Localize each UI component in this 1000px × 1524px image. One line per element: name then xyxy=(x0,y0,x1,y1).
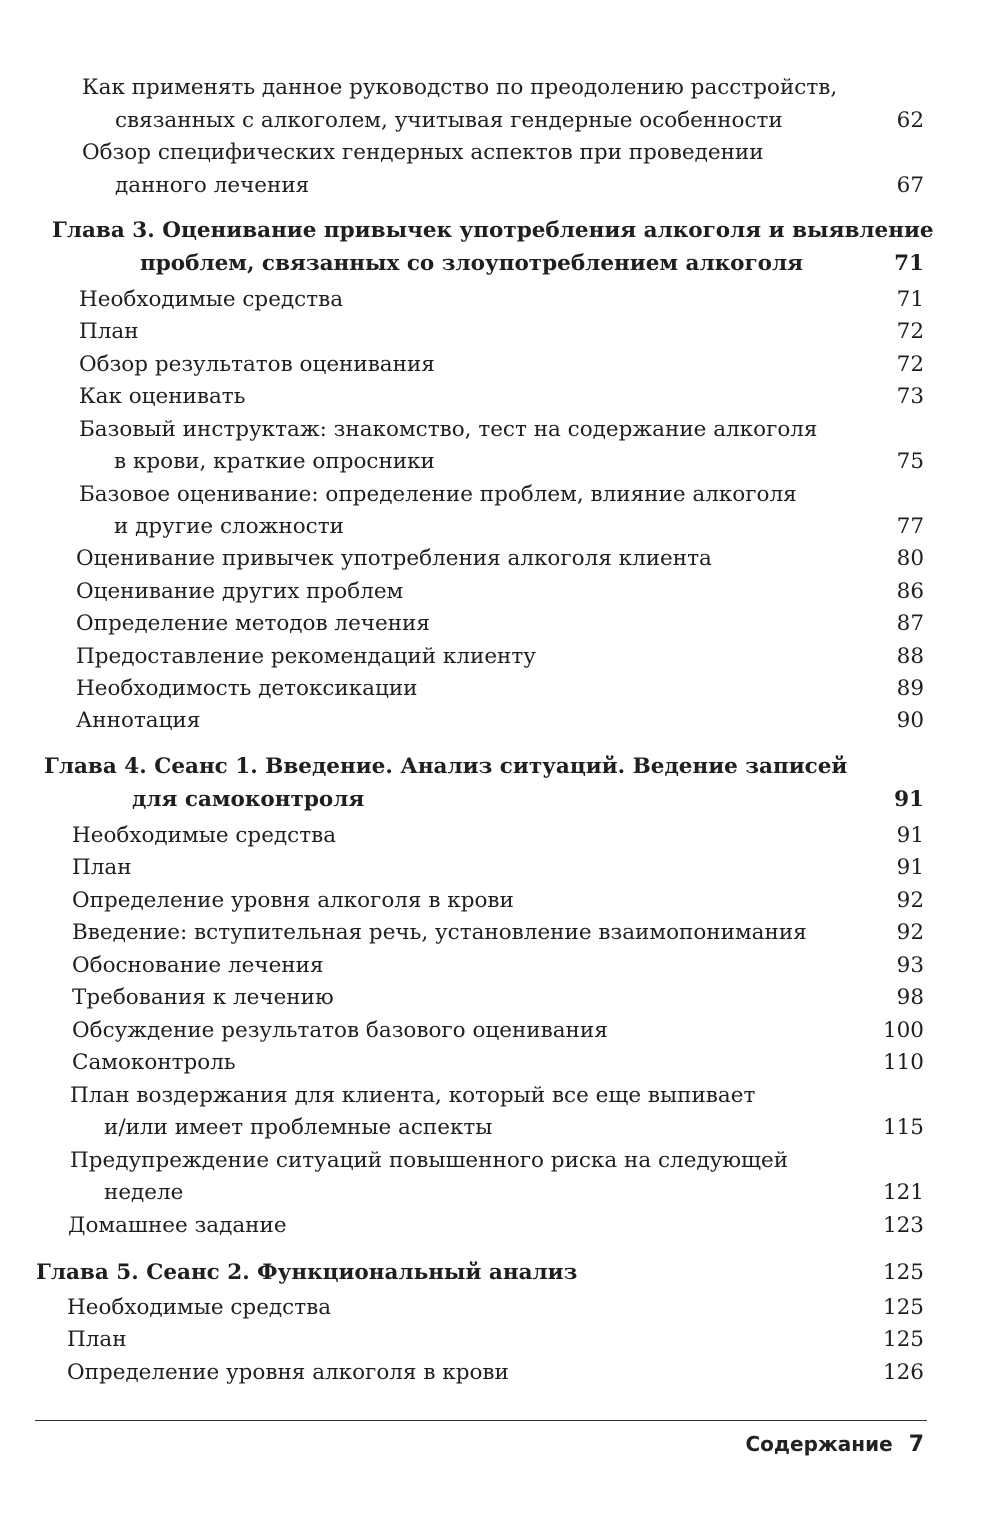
toc-entry-title: Обоснование лечения xyxy=(72,953,324,978)
toc-entry xyxy=(0,414,1000,446)
toc-entry-title: Домашнее задание xyxy=(68,1213,287,1238)
toc-entry xyxy=(0,820,1000,852)
toc-entry xyxy=(0,1145,1000,1177)
toc-entry xyxy=(0,479,1000,511)
toc-entry-continued xyxy=(0,446,1000,478)
page-footer xyxy=(745,1428,924,1460)
toc-entry-title: Требования к лечению xyxy=(72,985,334,1010)
toc-page-number: 92 xyxy=(896,920,924,945)
toc-page-number: 126 xyxy=(882,1360,924,1385)
toc-page-number: 62 xyxy=(896,108,924,133)
toc-entry-title-continued: и другие сложности xyxy=(114,514,344,539)
toc-entry xyxy=(0,917,1000,949)
toc-entry-continued xyxy=(0,1112,1000,1144)
toc-page-number: 91 xyxy=(896,855,924,880)
toc-page-number: 73 xyxy=(896,384,924,409)
toc-entry xyxy=(0,1080,1000,1112)
toc-entry-title-continued: и/или имеет проблемные аспекты xyxy=(104,1115,493,1140)
toc-page-number: 93 xyxy=(896,953,924,978)
toc-entry xyxy=(0,885,1000,917)
toc-entry xyxy=(0,1292,1000,1324)
toc-page-number: 75 xyxy=(896,449,924,474)
toc-page-number: 89 xyxy=(896,676,924,701)
toc-entry-title: Оценивание привычек употребления алкоголя клиента xyxy=(76,546,712,571)
toc-entry-title: Необходимые средства xyxy=(72,823,337,848)
toc-page-number: 72 xyxy=(896,319,924,344)
toc-chapter xyxy=(0,1257,1000,1289)
toc-entry-title: Предупреждение ситуаций повышенного риска на следующей xyxy=(70,1148,789,1173)
toc-page-number: 92 xyxy=(896,888,924,913)
toc-entry-title: Определение уровня алкоголя в крови xyxy=(72,888,514,913)
toc-entry-title: План xyxy=(67,1327,127,1352)
toc-chapter-title: Глава 5. Сеанс 2. Функциональный анализ xyxy=(36,1260,578,1285)
toc-page-number: 90 xyxy=(896,708,924,733)
toc-page-number: 71 xyxy=(896,287,924,312)
toc-entry-title: План xyxy=(72,855,132,880)
toc-entry-title: Обзор специфических гендерных аспектов при проведении xyxy=(82,140,764,165)
toc-page-number: 77 xyxy=(896,514,924,539)
toc-page-number: 87 xyxy=(896,611,924,636)
toc-entry xyxy=(0,1047,1000,1079)
toc-chapter-title-continued: проблем, связанных со злоупотреблением алкоголя xyxy=(140,251,804,276)
toc-entry xyxy=(0,1210,1000,1242)
toc-entry-title: Необходимые средства xyxy=(67,1295,332,1320)
toc-chapter xyxy=(0,751,1000,783)
footer-section-title: Содержание xyxy=(745,1432,893,1456)
footer-divider xyxy=(35,1420,927,1421)
toc-entry xyxy=(0,316,1000,348)
toc-entry xyxy=(0,381,1000,413)
toc-entry-title: Обзор результатов оценивания xyxy=(79,352,435,377)
toc-entry-title: Как оценивать xyxy=(79,384,246,409)
toc-page-number: 100 xyxy=(882,1018,924,1043)
toc-page-number: 67 xyxy=(896,173,924,198)
toc-entry xyxy=(0,608,1000,640)
toc-entry xyxy=(0,950,1000,982)
toc-page-number: 125 xyxy=(882,1260,924,1285)
toc-page-number: 110 xyxy=(882,1050,924,1075)
toc-entry-title: Обсуждение результатов базового оценивания xyxy=(72,1018,608,1043)
footer-page-number: 7 xyxy=(908,1432,924,1457)
toc-entry xyxy=(0,137,1000,169)
toc-chapter xyxy=(0,215,1000,247)
toc-chapter-title: Глава 4. Сеанс 1. Введение. Анализ ситуаций. Ведение записей xyxy=(44,754,848,779)
toc-entry-title: Необходимые средства xyxy=(79,287,344,312)
toc-entry xyxy=(0,576,1000,608)
toc-page-number: 91 xyxy=(894,787,924,812)
toc-entry-title-continued: в крови, краткие опросники xyxy=(114,449,435,474)
toc-entry xyxy=(0,982,1000,1014)
toc-entry-continued xyxy=(0,511,1000,543)
toc-entry-title-continued: связанных с алкоголем, учитывая гендерные особенности xyxy=(115,108,783,133)
toc-entry-title: Базовое оценивание: определение проблем, влияние алкоголя xyxy=(79,482,797,507)
toc-page-number: 125 xyxy=(882,1295,924,1320)
toc-chapter-title: Глава 3. Оценивание привычек употребления алкоголя и выявление xyxy=(52,218,934,243)
toc-entry xyxy=(0,543,1000,575)
toc-page-number: 88 xyxy=(896,644,924,669)
toc-entry-title: Самоконтроль xyxy=(72,1050,236,1075)
toc-page-number: 91 xyxy=(896,823,924,848)
toc-entry xyxy=(0,1357,1000,1389)
toc-entry-continued xyxy=(0,1177,1000,1209)
toc-entry xyxy=(0,641,1000,673)
toc-entry-continued xyxy=(0,170,1000,202)
toc-entry-title: Базовый инструктаж: знакомство, тест на содержание алкоголя xyxy=(79,417,818,442)
toc-chapter-continued xyxy=(0,248,1000,280)
toc-page-number: 121 xyxy=(882,1180,924,1205)
toc-page-number: 125 xyxy=(882,1327,924,1352)
toc-entry-title-continued: данного лечения xyxy=(115,173,310,198)
toc-page-number: 98 xyxy=(896,985,924,1010)
toc-entry-title: Определение уровня алкоголя в крови xyxy=(67,1360,509,1385)
toc-entry xyxy=(0,1324,1000,1356)
toc-page-number: 86 xyxy=(896,579,924,604)
toc-page-number: 71 xyxy=(894,251,924,276)
toc-entry-title: Аннотация xyxy=(76,708,201,733)
toc-entry xyxy=(0,705,1000,737)
toc-page-number: 80 xyxy=(896,546,924,571)
toc-entry-title: Предоставление рекомендаций клиенту xyxy=(76,644,536,669)
toc-entry-title-continued: неделе xyxy=(104,1180,184,1205)
toc-entry xyxy=(0,852,1000,884)
toc-page-number: 115 xyxy=(882,1115,924,1140)
toc-entry-title: Определение методов лечения xyxy=(76,611,430,636)
toc-entry-title: Введение: вступительная речь, установление взаимопонимания xyxy=(72,920,807,945)
toc-entry-title: Необходимость детоксикации xyxy=(76,676,418,701)
toc-entry xyxy=(0,673,1000,705)
toc-entry-title: План xyxy=(79,319,139,344)
toc-entry-title: План воздержания для клиента, который все еще выпивает xyxy=(70,1083,756,1108)
toc-entry-title: Как применять данное руководство по преодолению расстройств, xyxy=(82,75,838,100)
toc-entry-title: Оценивание других проблем xyxy=(76,579,404,604)
toc-page-number: 72 xyxy=(896,352,924,377)
toc-entry xyxy=(0,284,1000,316)
toc-chapter-continued xyxy=(0,784,1000,816)
toc-entry xyxy=(0,349,1000,381)
toc-chapter-title-continued: для самоконтроля xyxy=(132,787,365,812)
toc-entry xyxy=(0,72,1000,104)
toc-entry xyxy=(0,1015,1000,1047)
toc-page-number: 123 xyxy=(882,1213,924,1238)
toc-entry-continued xyxy=(0,105,1000,137)
